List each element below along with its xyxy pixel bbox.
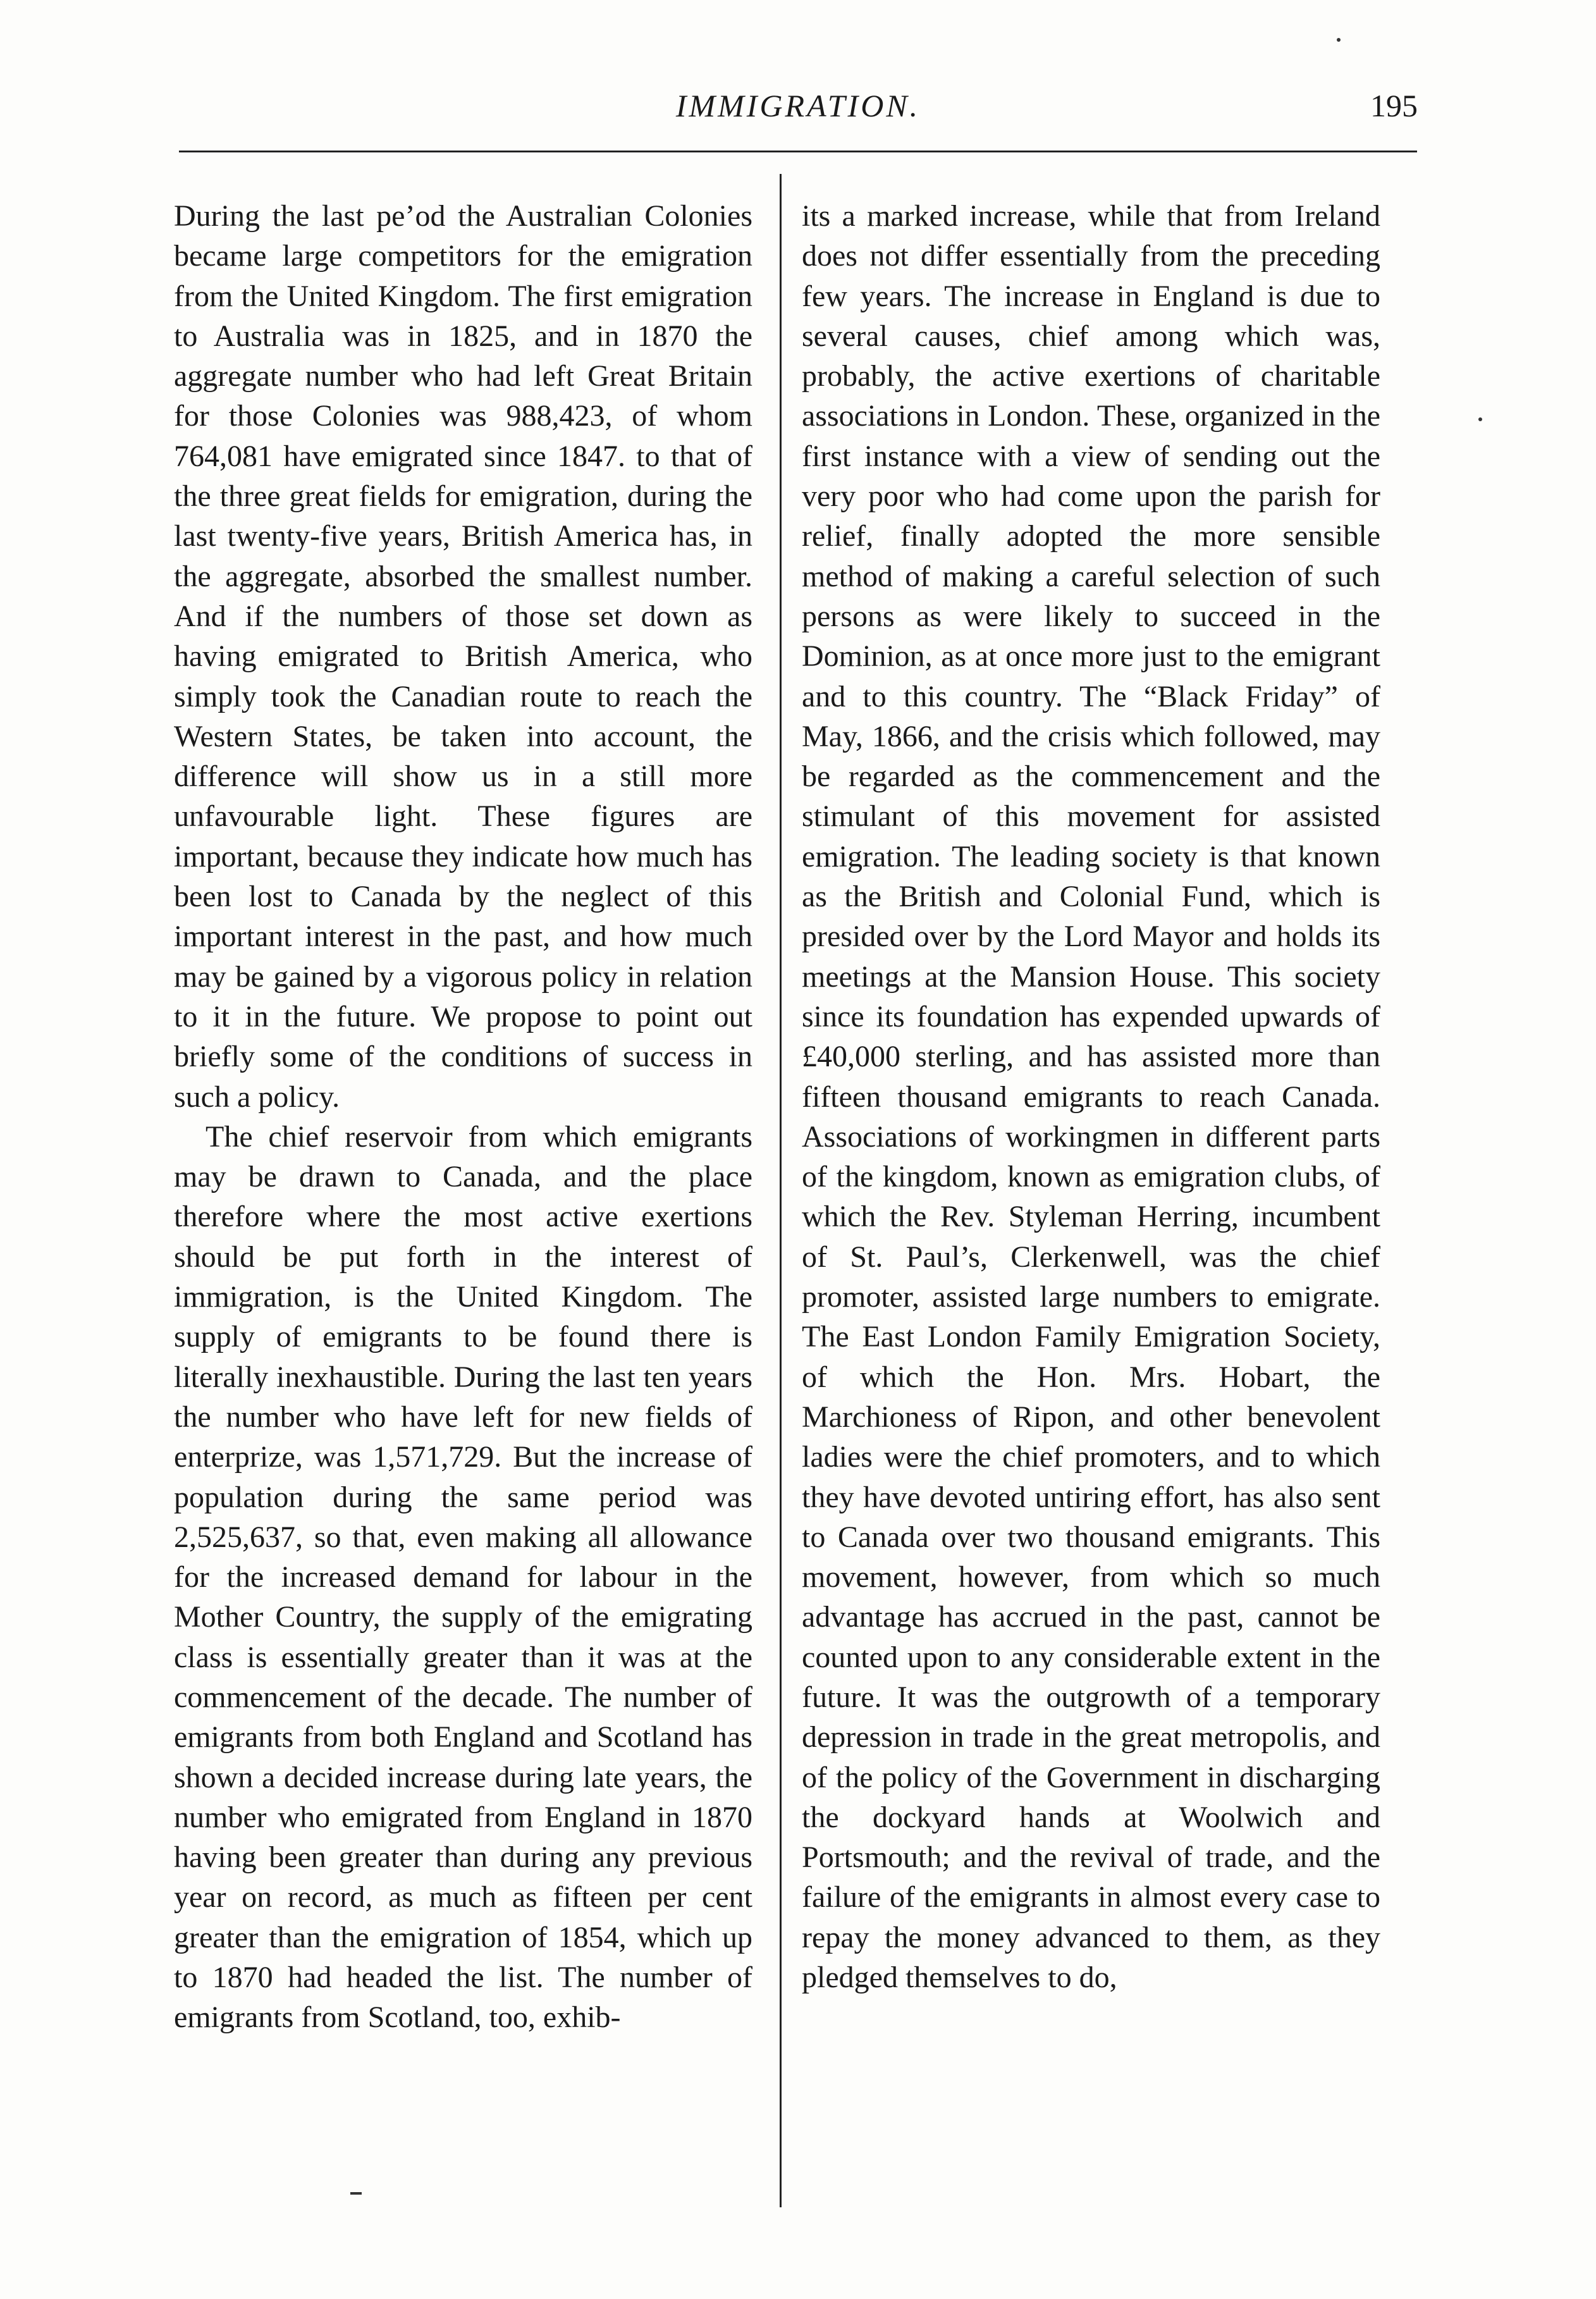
header-rule <box>179 151 1417 152</box>
column-rule <box>780 174 782 2207</box>
page-number: 195 <box>1370 88 1418 123</box>
running-title: IMMIGRATION. <box>675 88 921 123</box>
paragraph: its a marked increase, while that from Ireland does not differ essentially from the preceding few years. The increase in England is due to several causes, chief among which was, probably, the active exertions of charitable associations in London. These, organized in the first instance with a view of sending out the very poor who had come upon the parish for relief, finally adopted the more sensible method of making a careful selection of such persons as were likely to succeed in the Dominion, as at once more just to the emigrant and to this country. The “Black Friday” of May, 1866, and the crisis which followed, may be regarded as the commencement and the stimulant of this movement for assisted emigration. The leading society is that known as the British and Colonial Fund, which is presided over by the Lord Mayor and holds its meetings at the Mansion House. This society since its foundation has expended upwards of £40,000 sterling, and has assisted more than fifteen thousand emigrants to reach Canada. Associations of workingmen in different parts of the kingdom, known as emigration clubs, of which the Rev. Styleman Herring, incumbent of St. Paul’s, Clerkenwell, was the chief promoter, assisted large numbers to emigrate. The East London Family Emigration Society, of which the Hon. Mrs. Hobart, the Marchioness of Ripon, and other benevolent ladies were the chief promoters, and to which they have devoted untiring effort, has also sent to Canada over two thousand emigrants. This movement, however, from which so much advantage has accrued in the past, cannot be counted upon to any considerable extent in the future. It was the outgrowth of a temporary depression in trade in the great metropolis, and of the policy of the Government in discharging the dockyard hands at Woolwich and Portsmouth; and the revival of trade, and the failure of the emigrants in almost every case to repay the money advanced to them, as they pledged themselves to do, <box>802 199 1380 1995</box>
paragraph: During the last pe’od the Australian Colonies became large competitors for the emigration from the United Kingdom. The first emigration to Australia was in 1825, and in 1870 the aggregate number who had left Great Britain for those Colonies was 988,423, of whom 764,081 have emigrated since 1847. to that of the three great fields for emigration, during the last twenty-five years, British America has, in the aggregate, absorbed the smallest number. And if the numbers of those set down as having emigrated to British America, who simply took the Canadian route to reach the Western States, be taken into account, the difference will show us in a still more unfavourable light. These figures are important, because they indicate how much has been lost to Canada by the neglect of this important interest in the past, and how much may be gained by a vigorous policy in relation to it in the future. We propose to point out briefly some of the conditions of success in such a policy. <box>174 199 752 1114</box>
print-speck <box>1337 38 1341 42</box>
left-column <box>174 196 752 2038</box>
print-speck <box>1478 417 1482 421</box>
right-column <box>802 196 1380 1997</box>
paragraph: The chief reservoir from which emigrants may be drawn to Canada, and the place therefore where the most active exertions should be put forth in the interest of immigration, is the United Kingdom. The supply of emigrants to be found there is literally inexhaustible. During the last ten years the number who have left for new fields of enterprize, was 1,571,729. But the increase of population during the same period was 2,525,637, so that, even making all allowance for the increased demand for labour in the Mother Country, the supply of the emigrating class is essentially greater than it was at the commencement of the decade. The number of emigrants from both England and Scotland has shown a decided increase during late years, the number who emigrated from England in 1870 having been greater than during any previous year on record, as much as fifteen per cent greater than the emigration of 1854, which up to 1870 had headed the list. The number of emigrants from Scotland, too, exhib- <box>174 1119 752 2035</box>
footer-mark <box>350 2192 362 2195</box>
